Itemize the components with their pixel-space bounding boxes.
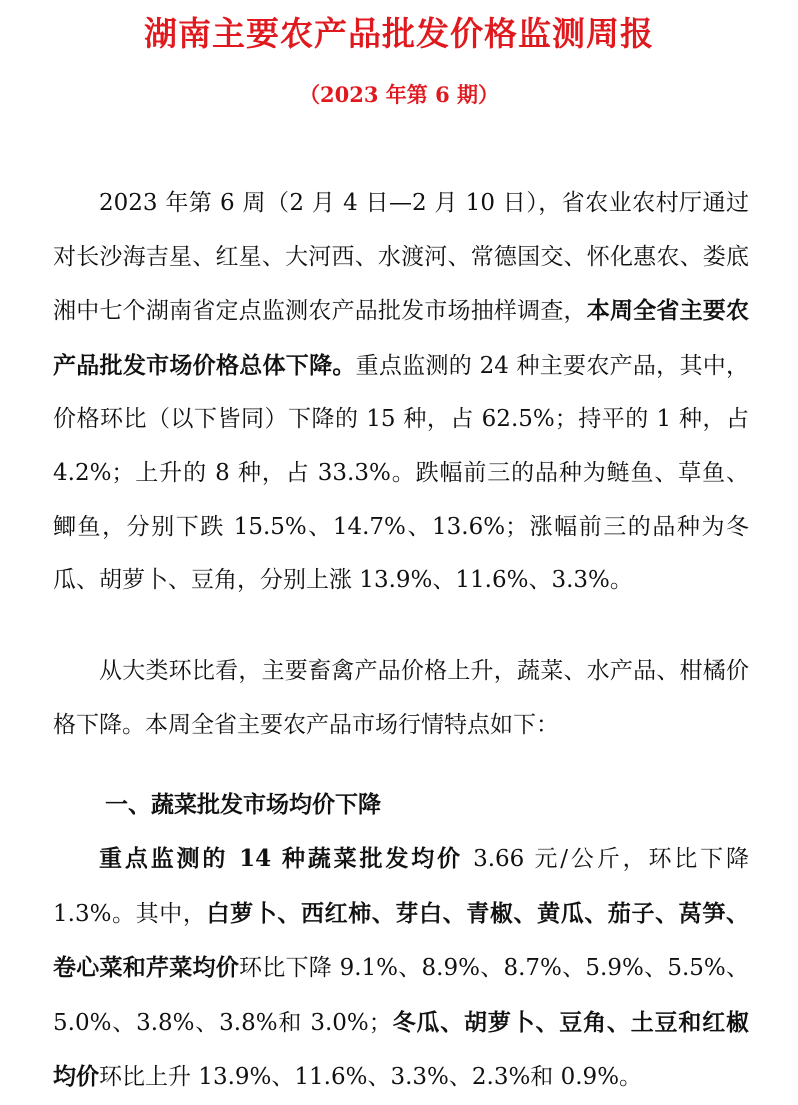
summary-text-2: 重点监测的 24 种主要农产品，其中，价格环比（以下皆同）下降的 15 种，占 62.5%；持平的 1 种，占 4.2%；上升的 8 种，占 33.3%。跌幅前三的品种为鲢鱼、草鱼、鲫鱼，分别下跌 15.5%、14.7%、13.6%；涨幅前三的品种为冬瓜、胡萝卜、豆角，分别上涨 13.9%、11.6%、3.3%。	[53, 352, 750, 594]
veg-bold-2: 白萝卜、西红柿、芽白、青椒、黄瓜、茄子、莴笋、卷心菜和芹菜均价	[53, 899, 749, 982]
veg-bold-1: 重点监测的 14 种蔬菜批发均价	[99, 845, 463, 872]
vegetables-paragraph	[53, 832, 749, 1105]
summary-text-1: 2023 年第 6 周（2 月 4 日—2 月 10 日），省农业农村厅通过对长沙海吉星、红星、大河西、水渡河、常德国交、怀化惠农、娄底湘中七个湖南省定点监测农产品批发市场抽样调查，	[53, 190, 749, 325]
veg-text-3: 环比上升 13.9%、11.6%、3.3%、2.3%和 0.9%。	[99, 1064, 643, 1091]
category-overview-paragraph: 从大类环比看，主要畜禽产品价格上升，蔬菜、水产品、柑橘价格下降。本周全省主要农产品市场行情特点如下：	[53, 658, 749, 738]
veg-text-1: 3.66 元/公斤，环比下降 1.3%。其中，	[53, 846, 749, 927]
report-issue-number: （2023 年第 6 期）	[299, 82, 499, 107]
veg-bold-3: 冬瓜、胡萝卜、豆角、土豆和红椒均价	[53, 1008, 750, 1091]
section-heading-vegetables: 一、蔬菜批发市场均价下降	[105, 792, 381, 818]
summary-paragraph	[53, 177, 749, 608]
summary-highlight: 本周全省主要农产品批发市场价格总体下降。	[53, 297, 750, 379]
report-title: 湖南主要农产品批发价格监测周报	[144, 14, 654, 53]
veg-text-2: 环比下降 9.1%、8.9%、8.7%、5.9%、5.5%、5.0%、3.8%、3.8%和 3.0%；	[53, 955, 749, 1036]
